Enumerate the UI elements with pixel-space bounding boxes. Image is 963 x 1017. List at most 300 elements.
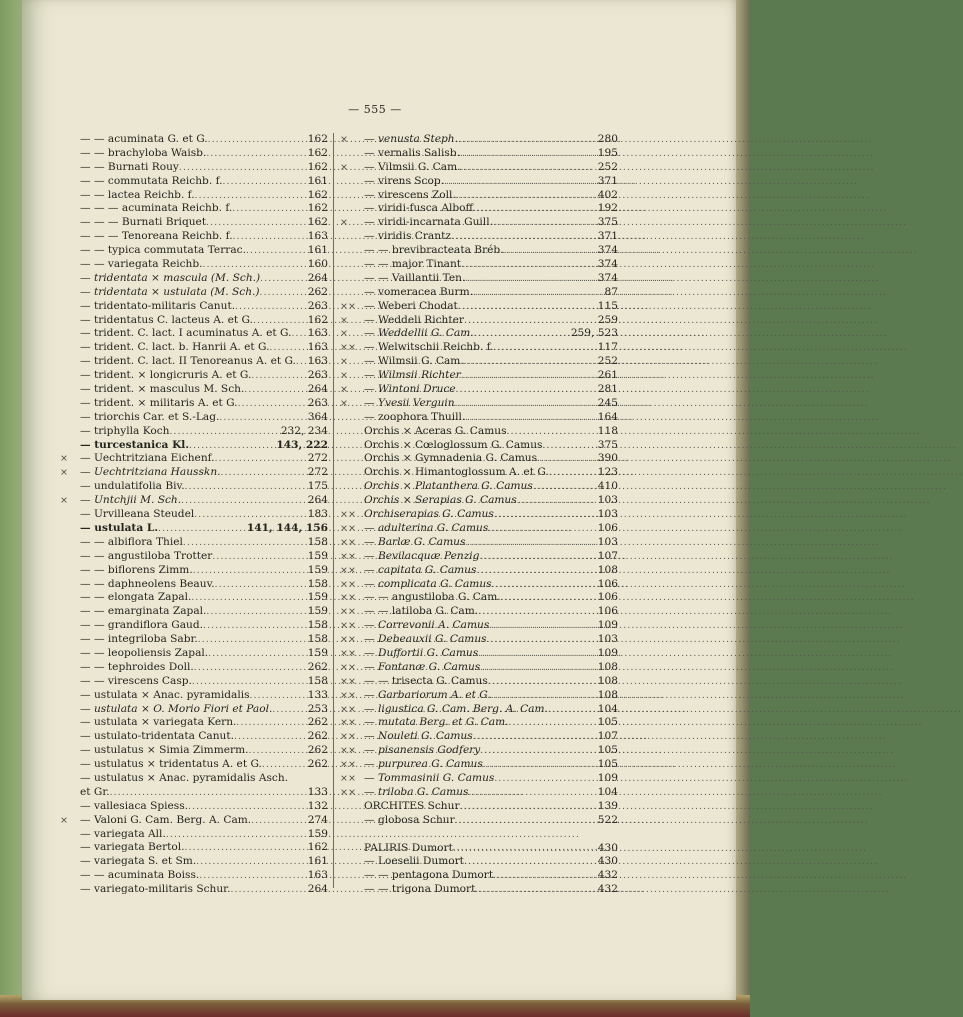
index-entry [60,578,328,592]
taxon-name: — — pentagona Dumort [364,869,494,882]
taxon-name: — trident. × militaris A. et G. [80,396,238,409]
dot-leader [193,565,302,579]
taxon-name: — — lactea Reichb. f. [80,188,195,201]
index-entry [340,633,618,647]
dot-leader [483,759,592,773]
dot-leader [460,148,592,162]
index-entry [60,439,328,453]
taxon-name: — venusta Steph. [364,133,458,145]
hybrid-mark: ×× [340,731,356,743]
taxon-name: — Fontanæ G. Camus [364,660,481,673]
dot-leader [473,731,592,745]
dot-leader [543,440,593,454]
taxon-name: — ustulatus × tridentatus A. et G. [80,758,262,771]
taxon-name: — vernalis Salisb. [364,146,460,159]
hybrid-mark: ×× [340,647,356,659]
dot-leader [246,245,302,259]
index-entry [340,411,618,425]
page-reference: 374 [597,244,618,257]
page-reference: 107 [597,549,618,562]
dot-leader [208,648,302,662]
index-entry [340,550,618,564]
taxon-name: — Debeauxii G. Camus [364,633,487,646]
index-entry [340,647,618,661]
dot-leader [185,481,302,495]
page-reference: 103 [597,535,618,548]
dot-leader [206,148,302,162]
dot-leader [179,162,302,176]
dot-leader [251,815,302,829]
index-entry [340,189,618,203]
hybrid-mark: ×× [340,759,356,771]
index-entry [60,675,328,689]
page-reference: 158 [307,633,328,646]
index-entry [60,355,328,369]
index-entry [60,480,328,494]
taxon-name: — vallesiaca Spiess. [80,799,189,812]
index-entry [340,452,618,466]
taxon-name: — ligustica G. Cam. Berg. A. Cam. [364,702,548,715]
taxon-name: — zoophora Thuill. [364,410,466,423]
taxon-name: — — angustiloba Trotter [80,549,213,562]
page-reference: 160 [307,258,328,271]
taxon-name: — Garbariorum A. et G. [364,688,491,701]
page-reference: 132 [307,799,328,812]
taxon-name: — trident. C. lact. II Tenoreanus A. et G. [80,355,296,368]
hybrid-mark: ×× [340,786,356,798]
taxon-name: — — trisecta G. Camus [364,674,488,687]
taxon-name: — Welwitschii Reichb. f. [364,341,494,354]
dot-leader [478,648,592,662]
dot-leader [460,162,592,176]
page-reference: 175 [307,480,328,493]
dot-leader [473,203,592,217]
page-reference: 371 [597,230,618,243]
page-reference: 232, 234 [280,424,328,437]
index-entry [340,619,618,633]
taxon-name: — — albiflora Thiel [80,535,183,548]
dot-leader [464,315,592,329]
hybrid-mark: ×× [340,717,356,729]
hybrid-mark: × [340,384,348,396]
hybrid-mark: ×× [340,509,356,521]
taxon-name: — Correvonii A. Camus [364,619,490,632]
index-entry [340,675,618,689]
page-reference: 402 [597,188,618,201]
index-entry [60,147,328,161]
page-reference: 410 [597,480,618,493]
index-entry [60,397,328,411]
taxon-name: — — — acuminata Reichb. f. [80,202,233,215]
taxon-name: — Urvilleana Steudel [80,508,195,521]
index-entry [60,841,328,855]
hybrid-mark: ×× [340,342,356,354]
dot-leader [235,301,302,315]
dot-leader [206,606,302,620]
dot-leader [501,592,592,606]
index-entry [340,425,618,439]
dot-leader [206,217,302,231]
page-reference: 164 [597,410,618,423]
dot-leader [199,870,302,884]
dot-leader [203,620,302,634]
hybrid-mark: ×× [340,745,356,757]
dot-leader [208,134,302,148]
index-entry [60,341,328,355]
index-entry [60,175,328,189]
index-entry [60,230,328,244]
page-reference: 195 [597,146,618,159]
dot-leader [196,856,302,870]
page-reference: 430 [597,855,618,868]
dot-leader [533,481,592,495]
hybrid-mark: × [340,314,348,326]
index-entry [60,716,328,730]
dot-leader [248,745,302,759]
taxon-name: — tridentata × mascula (M. Sch.) [80,271,261,284]
dot-leader [189,440,274,454]
index-entry [340,522,618,536]
index-entry [60,133,328,147]
page-reference: 159 [307,549,328,562]
hybrid-mark: × [340,161,348,173]
page-reference: 159 [307,827,328,840]
taxon-name: — — major Tinant [364,258,462,271]
index-entry [340,716,618,730]
index-entry [60,327,328,341]
page-reference: 123 [597,466,618,479]
index-entry [60,703,328,717]
taxon-name: ORCHITES Schur [364,799,460,812]
index-entry [340,661,618,675]
page-reference: 252 [597,355,618,368]
dot-leader [492,579,592,593]
index-entry [60,425,328,439]
page-reference: 371 [597,174,618,187]
dot-leader [494,509,592,523]
dot-leader [491,690,592,704]
index-entry [340,480,618,494]
page-reference: 107 [597,730,618,743]
index-entry [60,800,328,814]
page-reference: 108 [597,660,618,673]
index-entry [60,383,328,397]
index-entry [340,494,618,508]
index-entry [340,786,618,800]
dot-leader [493,870,592,884]
page-reference: 262 [307,744,328,757]
page-reference: 162 [307,841,328,854]
dot-leader [480,745,592,759]
page-reference: 87 [604,285,618,298]
dot-leader [451,231,592,245]
index-entry [60,466,328,480]
dot-leader [230,884,302,898]
index-entry [340,772,618,786]
dot-leader [456,384,592,398]
taxon-name: — — commutata Reichb. f. [80,174,223,187]
taxon-name: — — elongata Zapal. [80,591,192,604]
index-entry [340,536,618,550]
taxon-name: — variegata S. et Sm. [80,855,197,868]
taxon-name: — Wilmsii Richter [364,369,461,382]
dot-leader [291,328,302,342]
dot-leader [194,662,302,676]
taxon-name: — Uechtritziana Eichenf. [80,452,215,465]
dot-leader [269,342,302,356]
taxon-name: — — — Burnati Briquet [80,216,207,229]
index-entry [340,508,618,522]
hybrid-mark: × [340,134,348,145]
taxon-name: — capitata G. Camus [364,563,477,576]
index-entry [60,883,328,897]
taxon-name: — — trigona Dumort [364,883,476,896]
taxon-name: — triloba G. Camus [364,785,469,798]
dot-leader [465,537,592,551]
taxon-name: — Wintoni Druce [364,383,456,396]
page-reference: 374 [597,258,618,271]
taxon-name: — — Burnati Rouy [80,160,179,173]
dot-leader [478,606,592,620]
taxon-name: — Tommasinii G. Camus [364,771,495,784]
page-reference: 159 [307,646,328,659]
hybrid-mark: × [340,397,348,409]
page-reference: 118 [597,424,618,437]
page-reference: 158 [307,577,328,590]
dot-leader [455,815,592,829]
page-reference: 162 [307,160,328,173]
page-reference: 162 [307,216,328,229]
page-reference: 183 [307,508,328,521]
dot-leader [517,495,592,509]
taxon-name: — ustulata × variegata Kern. [80,716,237,729]
page-reference: 163 [307,869,328,882]
page-reference: 264 [307,883,328,896]
page-reference: 375 [597,216,618,229]
dot-leader [468,787,592,801]
index-entry [340,578,618,592]
dot-leader [474,328,569,342]
index-entry [60,619,328,633]
page-reference: 259, 523 [570,327,618,340]
taxon-name: Orchiserapias G. Camus [364,508,494,521]
dot-leader [494,342,592,356]
index-entry [340,605,618,619]
index-entry [340,258,618,272]
dot-leader [475,884,592,898]
index-entry [340,147,618,161]
index-entry [340,383,618,397]
index-entry [340,133,618,147]
taxon-name: — Duffortii G. Camus [364,646,479,659]
page-reference: 108 [597,688,618,701]
page-reference: 163 [307,341,328,354]
taxon-name: — Yvesii Verguin [364,396,455,409]
dot-leader [455,398,592,412]
index-entry [60,508,328,522]
taxon-name: — — brevibracteata Bréb. [364,244,504,257]
hybrid-mark: ×× [340,300,356,312]
dot-leader [232,203,302,217]
page-reference: 264 [307,494,328,507]
taxon-name: PALIRIS Dumort [364,841,453,854]
taxon-name: — trident. × longicruris A. et G. [80,369,252,382]
page-reference: 103 [597,633,618,646]
taxon-name: — ustulata L. [80,521,159,534]
page-reference: 261 [597,369,618,382]
page-reference: 245 [597,396,618,409]
dot-leader [233,231,302,245]
hybrid-mark: ×× [340,564,356,576]
index-entry [340,286,618,300]
hybrid-mark: ×× [340,592,356,604]
dot-leader [488,676,592,690]
page-reference: 264 [307,383,328,396]
page-reference: 262 [307,730,328,743]
taxon-name: — — angustiloba G. Cam. [364,591,501,604]
index-entry [60,786,328,800]
taxon-name: — Barlæ G. Camus [364,535,466,548]
taxon-name: — trident. C. lact. b. Hanrii A. et G. [80,341,270,354]
taxon-name: — virescens Zoll. [364,188,456,201]
taxon-name: — — biflorens Zimm. [80,563,193,576]
page-reference: 430 [597,841,618,854]
taxon-name: Orchis × Himantoglossum A. et G. [364,466,549,479]
dot-leader [215,453,302,467]
taxon-name: — turcestanica Kl. [80,438,190,451]
taxon-name: — triphylla Koch [80,424,170,437]
page-reference: 158 [307,674,328,687]
page-reference: 280 [597,133,618,145]
page-reference: 104 [597,785,618,798]
index-entry [340,327,618,341]
taxon-name: — — emarginata Zapal. [80,605,207,618]
hybrid-mark: × [340,217,348,229]
index-entry [60,661,328,675]
index-entry [340,591,618,605]
dot-leader [504,245,592,259]
taxon-name: — viridis Crantz [364,230,451,243]
dot-leader [494,773,592,787]
page-reference: 108 [597,563,618,576]
taxon-name: — — tephroides Doll. [80,660,194,673]
dot-leader [250,690,302,704]
hybrid-mark: × [60,495,68,507]
taxon-name: — tridentatus C. lacteus A. et G. [80,313,253,326]
page-reference: 272 [307,452,328,465]
dot-leader [461,370,592,384]
page-reference: 281 [597,383,618,396]
index-entry [340,216,618,230]
index-entry [60,258,328,272]
index-entry [340,272,618,286]
hybrid-mark: ×× [340,522,356,534]
page-reference: 262 [307,716,328,729]
page-reference: 259 [597,313,618,326]
dot-leader [181,495,302,509]
page-reference: 106 [597,521,618,534]
dot-leader [458,134,592,148]
dot-leader [489,620,592,634]
page-reference: 432 [597,883,618,896]
hybrid-mark: ×× [340,689,356,701]
page-reference: 374 [597,271,618,284]
dot-leader [537,453,592,467]
dot-leader [198,634,302,648]
index-entry [60,869,328,883]
taxon-name: — Untchjii M. Sch. [80,494,182,507]
hybrid-mark: ×× [340,675,356,687]
taxon-name: — Weddeli Richter [364,313,464,326]
taxon-name: — undulatifolia Biv. [80,480,185,493]
dot-leader [219,412,302,426]
page-reference: 133 [307,785,328,798]
hybrid-mark: ×× [340,550,356,562]
page-reference: 253 [307,702,328,715]
index-entry [60,605,328,619]
taxon-name: — Bevilacquæ Penzig [364,549,480,562]
page-reference: 264 [307,271,328,284]
page-reference: 141, 144, 156 [246,521,328,534]
dot-leader [487,634,592,648]
taxon-name: — — latiloba G. Cam. [364,605,479,618]
taxon-name: — pisanensis Godfery [364,744,481,757]
taxon-name: Orchis × Serapias G. Camus [364,494,517,507]
taxon-name: — — variegata Reichb. [80,258,203,271]
dot-leader [549,467,592,481]
index-entry [60,272,328,286]
index-entry [340,341,618,355]
hybrid-mark: × [340,356,348,368]
hybrid-mark: × [60,453,68,465]
dot-leader [465,412,592,426]
index-entry [60,758,328,772]
page-reference: 161 [307,855,328,868]
page-reference: 162 [307,313,328,326]
page-reference: 106 [597,591,618,604]
taxon-name: — ustulato-tridentata Canut. [80,730,235,743]
dot-leader [253,315,302,329]
hybrid-mark: ×× [340,634,356,646]
index-entry [60,411,328,425]
dot-leader [507,426,592,440]
dot-leader [480,662,592,676]
dot-leader [194,509,302,523]
taxon-name: — ustulatus × Simia Zimmerm. [80,744,249,757]
index-entry [60,536,328,550]
page-reference: 163 [307,230,328,243]
page-reference: 162 [307,146,328,159]
dot-leader [234,731,302,745]
dot-leader [460,801,592,815]
taxon-name: — Valoni G. Cam. Berg. A. Cam. [80,813,252,826]
hybrid-mark: × [60,467,68,479]
taxon-name: — adulterina G. Camus [364,521,489,534]
page-reference: 103 [597,508,618,521]
dot-leader [260,273,302,287]
taxon-name: — Vilmsii G. Cam. [364,160,461,173]
page-reference: 163 [307,355,328,368]
page-reference: 139 [597,799,618,812]
hybrid-mark: ×× [340,578,356,590]
taxon-name: — triorchis Car. et S.-Lag. [80,410,220,423]
page-reference: 106 [597,577,618,590]
dot-leader [476,565,592,579]
dot-leader [473,287,592,301]
taxon-name: Orchis × Platanthera G. Camus [364,480,533,493]
index-entry [340,744,618,758]
dot-leader [453,843,592,857]
